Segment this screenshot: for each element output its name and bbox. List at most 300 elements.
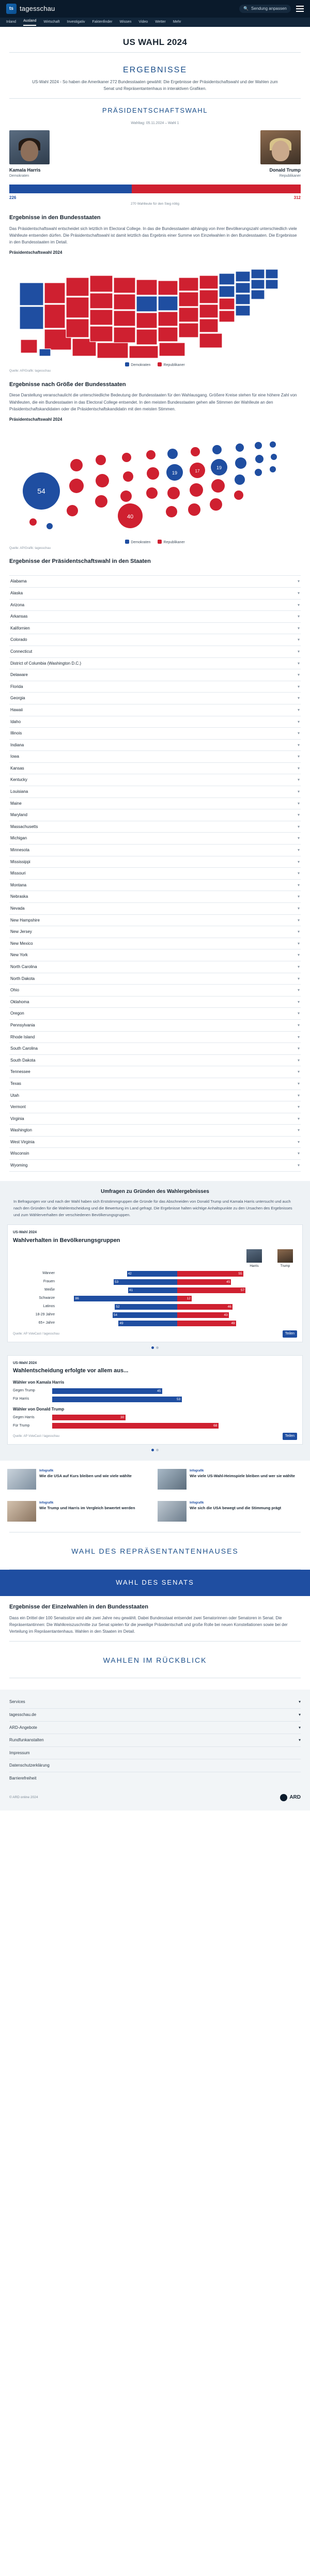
state-name: New Hampshire [10,917,40,923]
copyright: © ARD online 2024 [9,1796,38,1800]
state-name: Texas [10,1081,21,1086]
chevron-down-icon: ▾ [297,590,300,595]
poll-card-motivation [7,1355,303,1445]
footer-link-ard[interactable] [9,1722,301,1735]
harris-bar: 52 [115,1304,177,1310]
footer-meta-label: Impressum [9,1750,30,1755]
teaser-text [39,1501,135,1522]
group-bar-row [13,1321,297,1326]
state-row[interactable] [9,1137,301,1148]
congress-block [0,1596,310,1642]
state-row[interactable] [9,949,301,961]
brand[interactable] [6,4,55,14]
motivation-label: Gegen Harris [13,1415,35,1419]
chevron-down-icon: ▾ [297,988,300,993]
state-row[interactable] [9,938,301,950]
state-row[interactable] [9,786,301,798]
state-row[interactable] [9,1055,301,1067]
chevron-down-icon: ▾ [297,661,300,666]
footer-link-label: ARD-Angebote [9,1725,37,1730]
state-name: South Carolina [10,1046,38,1051]
chevron-down-icon: ▾ [297,696,300,701]
state-row[interactable] [9,763,301,775]
state-row[interactable] [9,576,301,588]
states-heading: Ergebnisse der Präsidentschaftswahl in den Staaten [9,558,151,565]
state-row[interactable] [9,704,301,716]
motivation-bars-trump [13,1415,297,1429]
state-row[interactable] [9,646,301,658]
state-row[interactable] [9,611,301,623]
group-bar-row [13,1296,297,1301]
nav-item-mehr[interactable]: Mehr [173,20,181,24]
review-section-title: WAHLEN IM RÜCKBLICK [103,1656,207,1665]
motivation-track [52,1415,297,1420]
chevron-down-icon: ▾ [297,625,300,631]
state-name: Oklahoma [10,999,29,1004]
top-bar-actions [239,5,304,13]
state-name: Maine [10,801,22,806]
legend-dem: Demokraten [125,362,150,368]
group-bars [57,1312,297,1318]
electoral-bar-dem [9,185,132,193]
footer-link-services[interactable] [9,1696,301,1709]
teaser-tag: Infografik [190,1469,204,1473]
state-name: Maryland [10,812,27,818]
teaser-tag: Infografik [39,1469,54,1473]
polls-heading: Umfragen zu Gründen des Wahlergebnisses [101,1188,209,1194]
motivation-bar: 30 [52,1415,126,1420]
state-row[interactable] [9,809,301,821]
state-row[interactable] [9,1066,301,1078]
state-row[interactable] [9,728,301,740]
carousel-dot-2[interactable] [156,1449,159,1451]
state-row[interactable] [9,669,301,681]
state-row[interactable] [9,915,301,927]
electoral-results-block [0,207,310,260]
results-intro: US-Wahl 2024 - So haben die Amerikaner 272 Bundesstaaten gewählt: Die Ergebnisse der Präsidentschaftswahl und der Wahlen zum Senat und Repräsentantenhaus in interaktiven Grafiken. [32,79,278,91]
chevron-down-icon: ▾ [297,672,300,678]
state-row[interactable] [9,658,301,670]
motivation-bar-row [13,1415,297,1420]
motivation-bar-row [13,1423,297,1429]
nav-item-faktenfinder[interactable]: Faktenfinder [92,20,113,24]
chevron-down-icon: ▾ [297,871,300,876]
state-name: New Mexico [10,941,33,946]
carousel-dot-1[interactable] [151,1449,154,1451]
card-footer [13,1433,297,1440]
us-bubble-map[interactable] [6,429,304,538]
group-bars [57,1321,297,1326]
chevron-down-icon: ▾ [298,1738,301,1743]
chevron-down-icon: ▾ [297,614,300,619]
candidate-party: Demokraten [9,174,29,178]
state-row[interactable] [9,1020,301,1032]
chevron-down-icon: ▾ [297,1163,300,1168]
state-row[interactable] [9,1043,301,1055]
brand-name: tagesschau [20,4,55,12]
state-name: Delaware [10,672,28,678]
state-row[interactable] [9,833,301,845]
state-row[interactable] [9,1113,301,1125]
state-row[interactable] [9,821,301,833]
harris-bar: 54 [113,1312,177,1318]
presidential-title: PRÄSIDENTSCHAFTSWAHL [102,106,208,115]
chevron-down-icon: ▾ [297,976,300,981]
carousel-dots[interactable] [0,1346,310,1349]
legend-rep: Republikaner [158,362,184,368]
chevron-down-icon: ▾ [297,1046,300,1051]
electoral-values [0,193,310,201]
group-bars [57,1296,297,1301]
state-name: Kentucky [10,777,27,783]
group-label: Männer [42,1271,55,1276]
ard-dot-icon [280,1794,287,1801]
state-name: Wisconsin [10,1151,29,1156]
state-name: Colorado [10,637,27,642]
nav-item-wetter[interactable]: Wetter [155,20,166,24]
footer-meta-impressum[interactable] [9,1747,301,1760]
chevron-down-icon: ▾ [298,1699,301,1705]
teaser-title: Wie Trump und Harris im Vergleich bewertet werden [39,1506,135,1511]
motivation-label: Für Trump [13,1423,30,1428]
bubble-map-svg [6,429,304,538]
state-row[interactable] [9,693,301,704]
senate-section-title: WAHL DES SENATS [0,1570,310,1596]
group-bars [57,1304,297,1310]
group-bar-row [13,1271,297,1277]
harris-bar: 41 [128,1287,177,1293]
nav-item-wirtschaft[interactable]: Wirtschaft [43,20,60,24]
chevron-down-icon: ▾ [297,953,300,958]
footer-meta-datenschutz[interactable] [9,1759,301,1772]
candidate-harris [9,130,155,179]
trump-bar: 49 [177,1321,236,1326]
harris-bar: 53 [114,1279,177,1285]
group-label: Schwarze [39,1296,55,1300]
state-name: Michigan [10,836,27,841]
electoral-bar [0,179,310,193]
chevron-down-icon: ▾ [297,789,300,794]
state-name: North Dakota [10,976,35,981]
search-input[interactable] [239,5,291,13]
state-name: Washington [10,1128,32,1133]
state-name: Alabama [10,579,27,584]
group-label: Weiße [44,1288,55,1292]
chevron-down-icon: ▾ [297,731,300,736]
state-row[interactable] [9,600,301,611]
footer-bottom [0,1788,310,1811]
search-placeholder: Sendung anpassen [251,6,287,11]
top-bar [0,0,310,18]
state-name: Connecticut [10,649,33,654]
nav-item-investigativ[interactable]: Investigativ [67,20,85,24]
states-accordion[interactable] [9,575,301,1171]
chevron-down-icon: ▾ [297,882,300,887]
footer-meta-barrierefreiheit[interactable] [9,1772,301,1785]
teaser[interactable] [7,1501,152,1522]
state-name: Rhode Island [10,1034,35,1039]
footer-meta-label: Datenschutzerklärung [9,1763,50,1768]
carousel-dot-1[interactable] [151,1346,154,1349]
burger-icon[interactable] [296,6,304,12]
nav-item-inland[interactable]: Inland [6,20,17,24]
motivation-bar: 68 [52,1423,219,1429]
group-label: Latinos [43,1305,55,1309]
state-row[interactable] [9,1032,301,1044]
search-icon: 🔍 [243,6,249,11]
motivation-bar: 45 [52,1388,162,1394]
state-row[interactable] [9,634,301,646]
group-bar-row [13,1312,297,1318]
teaser[interactable] [7,1469,152,1490]
chevron-down-icon: ▾ [297,812,300,818]
state-row[interactable] [9,1101,301,1113]
us-state-map[interactable] [6,262,304,360]
teaser-tag: Infografik [39,1501,54,1505]
state-name: Arkansas [10,614,28,619]
electoral-text: Das Präsidentschaftswahl entscheidet sich letztlich im Electoral College. In das die Bundesstaaten abhängig von ihrer Bevölkerungszahl unterschiedlich viele Wahlleute entsenden dürfen. Die Präsidentschaftswahl ist damit letztlich das Ergebnis einer Summe von Einzelwahlen in den Bundesstaaten. Die Ergebnisse in den Bundesstaaten im Detail. [9,226,297,244]
state-row[interactable] [9,868,301,880]
chevron-down-icon: ▾ [297,836,300,841]
trump-photo [260,130,301,164]
polls-section [0,1181,310,1461]
card-footer [13,1330,297,1338]
chevron-down-icon: ▾ [297,649,300,654]
svg-text:54: 54 [37,486,45,495]
state-row[interactable] [9,961,301,973]
group-bars [57,1287,297,1293]
group-bars [57,1271,297,1277]
harris-bar: 42 [127,1271,177,1277]
electoral-bar-rep [132,185,301,193]
state-name: Arizona [10,602,25,607]
harris-bar: 49 [118,1321,177,1326]
chevron-down-icon: ▾ [297,754,300,759]
motivation-bars-harris [13,1388,297,1402]
motivation-track [52,1397,297,1402]
state-name: Nebraska [10,894,28,899]
chart-candidate-heads [13,1249,297,1268]
state-name: Tennessee [10,1069,30,1075]
state-name: Idaho [10,719,21,724]
footer-link-label: Rundfunkanstalten [9,1738,44,1743]
state-row[interactable] [9,588,301,600]
chevron-down-icon: ▾ [297,1034,300,1039]
svg-text:19: 19 [216,465,222,470]
footer-link-rundfunk[interactable] [9,1734,301,1747]
chevron-down-icon: ▾ [297,1151,300,1156]
state-name: Massachusetts [10,824,38,829]
harris-photo [9,130,50,164]
state-name: Vermont [10,1105,26,1110]
state-name: Indiana [10,742,24,747]
teaser-image [158,1501,187,1522]
card-kicker: US-Wahl 2024 [13,1231,37,1235]
bubble-legend [0,538,310,545]
bubble-heading: Ergebnisse nach Größe der Bundesstaaten [9,381,126,388]
state-row[interactable] [9,1090,301,1102]
chart-head-trump: Trump [276,1249,294,1268]
state-name: Louisiana [10,789,28,794]
map-legend [0,360,310,368]
chevron-down-icon: ▾ [297,941,300,946]
candidates [0,130,310,179]
group-label: 18-29 Jahre [35,1313,55,1317]
state-row[interactable] [9,623,301,635]
state-row[interactable] [9,880,301,892]
chevron-down-icon: ▾ [297,1069,300,1075]
state-row[interactable] [9,1008,301,1020]
candidate-party: Republikaner [279,174,301,178]
state-name: New York [10,953,28,958]
svg-text:40: 40 [127,513,134,520]
map-caption: Quelle: AP/Grafik: tagesschau [9,369,51,373]
logo-icon: ts [6,4,17,14]
state-name: Hawaii [10,707,23,712]
state-name: Kansas [10,765,24,771]
state-name: Wyoming [10,1163,28,1168]
state-row[interactable] [9,1125,301,1137]
state-name: Pennsylvania [10,1022,35,1028]
group-bar-row [13,1304,297,1310]
state-row[interactable] [9,856,301,868]
carousel-dot-2[interactable] [156,1346,159,1349]
nav-item-ausland[interactable]: Ausland [23,19,36,25]
ard-logo: ARD [280,1794,301,1802]
state-name: Illinois [10,731,22,736]
chevron-down-icon: ▾ [297,929,300,934]
teaser[interactable] [158,1469,303,1490]
chevron-down-icon: ▾ [297,1022,300,1028]
footer-link-label: Services [9,1699,25,1705]
group-bar-row [13,1287,297,1293]
svg-text:19: 19 [172,470,178,476]
group-label: Frauen [43,1280,55,1284]
state-row[interactable] [9,798,301,810]
states-section [0,550,310,571]
share-button[interactable]: Teilen [283,1433,297,1440]
group-bars [13,1271,297,1326]
page-title: US WAHL 2024 [122,37,188,47]
motivation-track [52,1423,297,1429]
teaser[interactable] [158,1501,303,1522]
chevron-down-icon: ▾ [298,1712,301,1717]
state-name: New Jersey [10,929,32,934]
nav-item-wissen[interactable]: Wissen [119,20,132,24]
footer-meta-label: Barrierefreiheit [9,1775,37,1781]
state-row[interactable] [9,751,301,763]
trump-bar: 55 [177,1271,243,1277]
harris-electoral-votes: 226 [9,195,17,200]
motivation-label: Für Harris [13,1397,29,1401]
teaser-text [190,1469,295,1490]
teaser-title: Wie sich die USA bewegt und die Stimmung prägt [190,1506,282,1511]
us-map-svg [6,262,304,360]
teaser-text [190,1501,281,1522]
state-name: Minnesota [10,848,29,853]
chart-head-harris: Harris [245,1249,263,1268]
electoral-note: 270 Wahlleute für den Sieg nötig [130,202,180,206]
teaser-row [0,1461,310,1493]
teaser-title: Wie die USA auf Kurs bleiben und wie viele wählte [39,1474,132,1479]
state-row[interactable] [9,740,301,752]
results-heading: ERGEBNISSE [122,65,188,74]
carousel-dots-2[interactable] [0,1449,310,1451]
chevron-down-icon: ▾ [297,1011,300,1016]
state-row[interactable] [9,1160,301,1172]
state-row[interactable] [9,973,301,985]
state-name: Florida [10,684,23,689]
state-row[interactable] [9,774,301,786]
state-row[interactable] [9,1078,301,1090]
teaser-image [158,1469,187,1490]
nav-item-video[interactable]: Video [138,20,148,24]
state-name: South Dakota [10,1057,36,1063]
chevron-down-icon: ▾ [297,602,300,607]
trump-bar: 57 [177,1287,245,1293]
state-row[interactable] [9,1148,301,1160]
motivation-label: Gegen Trump [13,1389,35,1393]
teaser-text [39,1469,132,1490]
bubble-results-block [0,374,310,427]
state-row[interactable] [9,903,301,915]
chevron-down-icon: ▾ [297,1116,300,1121]
state-row[interactable] [9,985,301,996]
state-name: Georgia [10,696,25,701]
chevron-down-icon: ▾ [297,742,300,747]
motivation-bar-row [13,1388,297,1394]
state-name: Nevada [10,906,25,911]
chevron-down-icon: ▾ [297,906,300,911]
state-row[interactable] [9,845,301,856]
state-name: Iowa [10,754,19,759]
teaser-tag: Infografik [190,1501,204,1505]
state-row[interactable] [9,681,301,693]
footer-link-label: tagesschau.de [9,1712,37,1717]
state-name: District of Columbia (Washington D.C.) [10,661,82,666]
map-label: Präsidentschaftswahl 2024 [9,250,63,255]
chevron-down-icon: ▾ [297,801,300,806]
state-row[interactable] [9,996,301,1008]
state-row[interactable] [9,716,301,728]
chevron-down-icon: ▾ [297,848,300,853]
trump-bar: 46 [177,1304,233,1310]
share-button[interactable]: Teilen [283,1330,297,1338]
house-section-title: WAHL DES REPRÄSENTANTENHAUSES [71,1547,239,1556]
card-source: Quelle: AP VoteCast / tagesschau [13,1435,59,1438]
teaser-title: Wie viele US-Wahl-Heimspiele bleiben und wer sie wählte [190,1474,295,1479]
bubble-text: Diese Darstellung veranschaulicht die unterschiedliche Bedeutung der Bundesstaaten für den Wahlausgang. Größere Kreise stehen für eine höhere Zahl von Wahlleuten, die ein Bundesstaaten in das Electoral College entsendet. In den meisten Bundesstaaten gehen alle Stimmen der Wahlleute an den Präsidentschaftskandidaten oder die Präsidentschaftskandidatin mit den meisten Stimmen. [9,393,297,411]
chevron-down-icon: ▾ [297,1093,300,1098]
state-name: North Carolina [10,964,37,969]
chevron-down-icon: ▾ [297,859,300,864]
card-kicker: US-Wahl 2024 [13,1361,37,1366]
presidential-subtitle: Wahltag: 05.11.2024 – Wahl 1 [131,121,179,126]
chevron-down-icon: ▾ [297,637,300,642]
state-row[interactable] [9,891,301,903]
chevron-down-icon: ▾ [297,917,300,923]
legend-dem: Demokraten [125,540,150,545]
state-name: Ohio [10,988,19,993]
state-row[interactable] [9,926,301,938]
footer-link-tagesschau[interactable] [9,1709,301,1722]
card-title: Wahlentscheidung erfolgte vor allem aus... [13,1368,129,1374]
bubble-caption: Quelle: AP/Grafik: tagesschau [9,546,51,550]
state-name: Kalifornien [10,625,30,631]
chevron-down-icon: ▾ [297,1105,300,1110]
candidate-name: Kamala Harris [9,167,41,173]
poll-card-groups [7,1224,303,1342]
